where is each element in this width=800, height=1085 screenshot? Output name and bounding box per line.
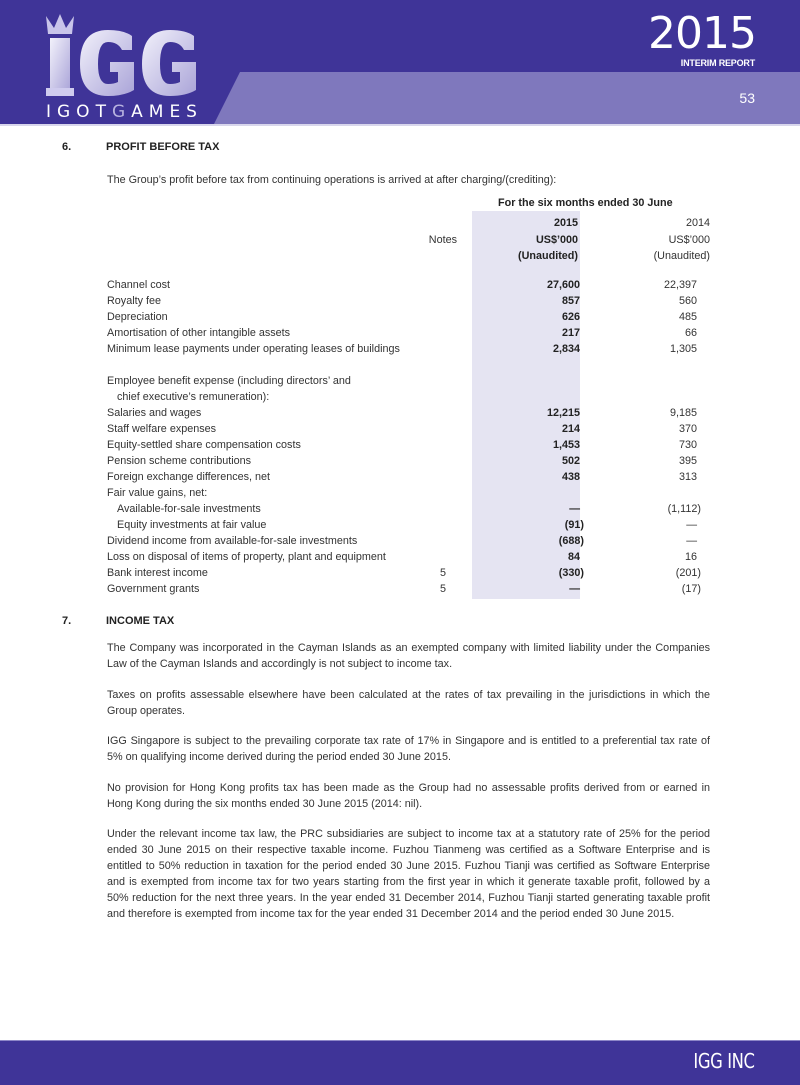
table-row (107, 311, 710, 327)
value-2014: — (686, 519, 697, 531)
row-label: Available-for-sale investments (117, 503, 261, 515)
row-label: Loss on disposal of items of property, plant and equipment (107, 551, 386, 563)
value-2015: 502 (561, 455, 580, 467)
row-label: Employee benefit expense (including directors’ and (107, 375, 351, 387)
row-label: Dividend income from available-for-sale investments (107, 535, 358, 547)
igg-logo-icon (44, 14, 214, 104)
row-label: Royalty fee (107, 295, 162, 307)
value-2015: 217 (561, 327, 580, 339)
section-number: 6. (62, 141, 72, 153)
paragraph: No provision for Hong Kong profits tax has been made as the Group had no assessable profits derived from or earned in Hong Kong during the six months ended 30 June 2015 (2014: nil). (107, 782, 710, 810)
row-label: Equity investments at fair value (117, 519, 267, 531)
table-row (107, 375, 710, 391)
section-6-heading (62, 141, 219, 153)
table-row (107, 343, 710, 359)
row-label: Foreign exchange differences, net (107, 471, 271, 483)
value-2015: — (569, 583, 580, 595)
column-header-notes: Notes (428, 234, 457, 246)
row-note-ref: 5 (439, 583, 446, 595)
value-2015: 12,215 (546, 407, 580, 419)
value-2014: 66 (684, 327, 697, 339)
value-2015: 626 (561, 311, 580, 323)
row-label: Depreciation (107, 311, 168, 323)
value-2014: — (686, 535, 697, 547)
value-2015: 438 (561, 471, 580, 483)
column-header-2015-year: 2015 (553, 217, 578, 229)
table-row (107, 279, 710, 295)
table-row (107, 551, 710, 567)
table-row (107, 391, 710, 407)
tagline-part: IGOT (46, 102, 112, 122)
page-footer (0, 1040, 800, 1085)
column-header-2014-year: 2014 (685, 217, 710, 229)
row-label: Equity-settled share compensation costs (107, 439, 301, 451)
table-row (107, 423, 710, 439)
table-row (107, 487, 710, 503)
row-label: Bank interest income (107, 567, 208, 579)
value-2014: (17) (681, 583, 701, 595)
row-label: Minimum lease payments under operating leases of buildings (107, 343, 400, 355)
table-row (107, 407, 710, 423)
header-divider (0, 124, 800, 126)
table-row (107, 327, 710, 343)
table-group-header: For the six months ended 30 June (498, 197, 673, 209)
paragraph: IGG Singapore is subject to the prevailing corporate tax rate of 17% in Singapore and is entitled to a preferential tax rate of 5% on qualifying income derived during the period ended 30 June 2015. (107, 735, 710, 763)
column-header-2015-unit: US$’000 (535, 234, 578, 246)
value-2015: 1,453 (552, 439, 580, 451)
value-2014: 730 (678, 439, 697, 451)
row-label: Fair value gains, net: (107, 487, 208, 499)
paragraph: Under the relevant income tax law, the PRC subsidiaries are subject to income tax at a statutory rate of 25% for the period ended 30 June 2015 on their respective taxable income. Fuzhou Tianmeng was certified as a Software Enterprise and is entitled to 50% reduction in taxation for the period ended 30 June 2015. Fuzhou Tianji was certified as Software Enterprise and is exempted from income tax for two years starting from the first year in which it generate taxable profit, followed by a 50% reduction for the next three years. In the year ended 31 December 2014, Fuzhou Tianji started generating taxable profit and therefore is exempted from income tax for the year ended 31 December 2014 and the period ended 30 June 2015. (107, 828, 710, 920)
table-row (107, 583, 710, 599)
section-7-heading (62, 615, 174, 627)
value-2014: 9,185 (669, 407, 697, 419)
logo-tagline (46, 102, 203, 122)
tagline-part: G (111, 102, 132, 122)
column-header-2014-status: (Unaudited) (653, 250, 710, 262)
value-2014: 313 (678, 471, 697, 483)
value-2014: 16 (684, 551, 697, 563)
paragraph: The Company was incorporated in the Cayman Islands as an exempted company with limited liability under the Companies Law of the Cayman Islands and accordingly is not subject to income tax. (107, 642, 710, 670)
section-6-intro: The Group’s profit before tax from continuing operations is arrived at after charging/(crediting): (107, 174, 557, 186)
section-title: INCOME TAX (106, 615, 175, 627)
value-2014: 560 (678, 295, 697, 307)
table-row (107, 455, 710, 471)
value-2015: (330) (558, 567, 584, 579)
table-row (107, 471, 710, 487)
value-2015: 84 (567, 551, 580, 563)
value-2014: 485 (678, 311, 697, 323)
table-row (107, 519, 710, 535)
table-row (107, 439, 710, 455)
row-label: Pension scheme contributions (107, 455, 252, 467)
value-2015: 2,834 (552, 343, 580, 355)
page-header (0, 0, 800, 124)
paragraph: Taxes on profits assessable elsewhere have been calculated at the rates of tax prevailing in the jurisdictions in which the Group operates. (107, 689, 710, 717)
footer-brand: IGG INC (693, 1049, 755, 1073)
column-header-2015-status: (Unaudited) (518, 250, 578, 262)
value-2015: 27,600 (546, 279, 580, 291)
row-label: Government grants (107, 583, 200, 595)
value-2014: 370 (678, 423, 697, 435)
report-year: 2015 (648, 8, 756, 59)
row-label: Staff welfare expenses (107, 423, 217, 435)
column-header-2014-unit: US$’000 (668, 234, 710, 246)
page-number: 53 (739, 90, 755, 106)
table-row (107, 535, 710, 551)
value-2015: 857 (561, 295, 580, 307)
report-type-label: INTERIM REPORT (680, 58, 755, 68)
section-title: PROFIT BEFORE TAX (106, 141, 220, 153)
table-row (107, 503, 710, 519)
value-2015: (91) (564, 519, 584, 531)
tagline-part: AMES (131, 102, 203, 122)
value-2015: — (569, 503, 580, 515)
table-row (107, 567, 710, 583)
row-label: chief executive’s remuneration): (117, 391, 270, 403)
section-number: 7. (62, 615, 72, 627)
value-2014: 395 (678, 455, 697, 467)
value-2015: 214 (561, 423, 580, 435)
value-2015: (688) (558, 535, 584, 547)
value-2014: (1,112) (667, 503, 701, 515)
table-row (107, 295, 710, 311)
value-2014: 22,397 (663, 279, 697, 291)
row-label: Amortisation of other intangible assets (107, 327, 291, 339)
value-2014: 1,305 (669, 343, 697, 355)
row-label: Channel cost (107, 279, 171, 291)
value-2014: (201) (675, 567, 701, 579)
row-label: Salaries and wages (107, 407, 202, 419)
row-note-ref: 5 (439, 567, 446, 579)
